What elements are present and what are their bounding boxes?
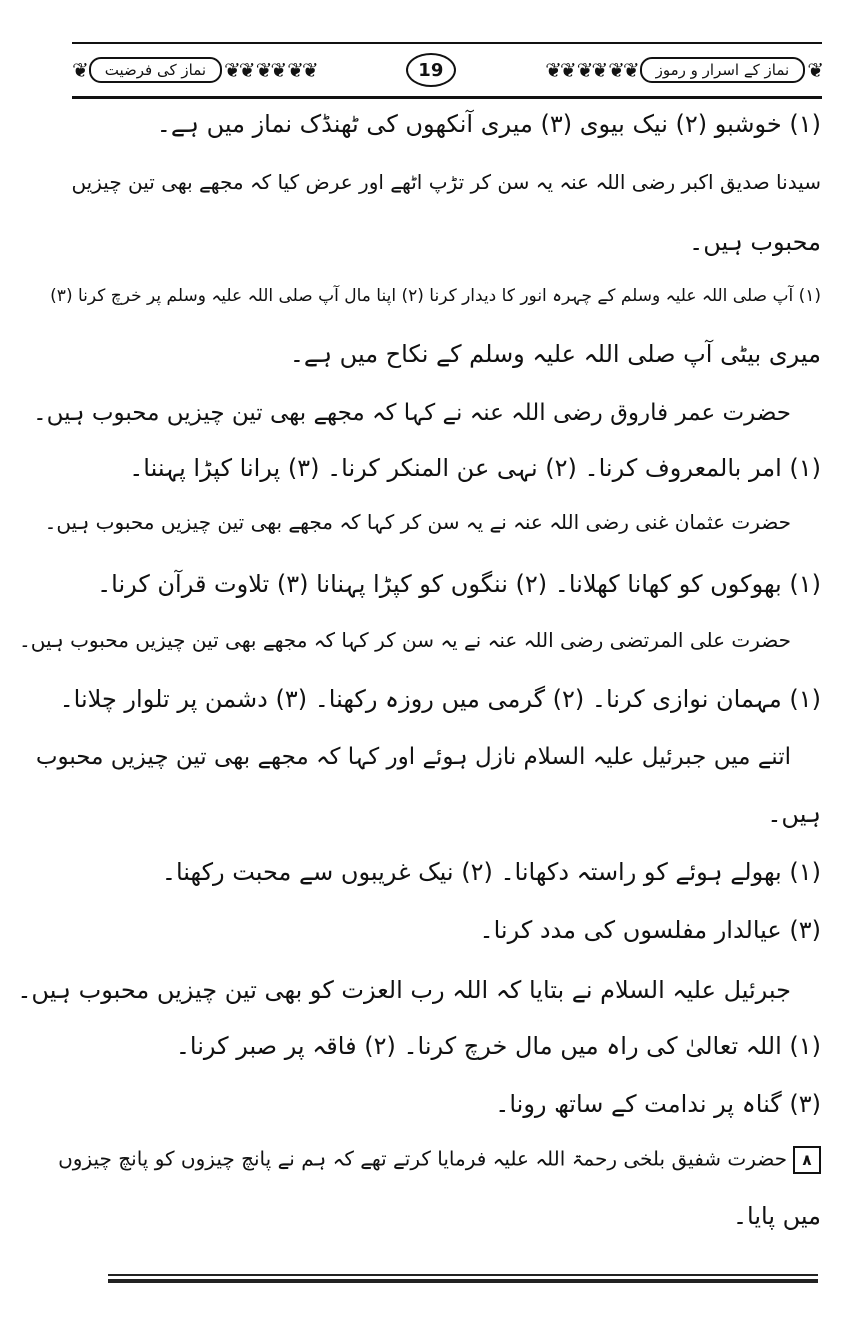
header-band	[72, 48, 822, 92]
text-line	[58, 1146, 821, 1174]
text-line: میں پایا۔	[732, 1202, 821, 1230]
book-title: نماز کے اسرار و رموز	[640, 57, 806, 83]
text-line: حضرت علی المرتضی رضی اللہ عنہ نے یہ سن کر کہا کہ مجھے بھی تین چیزیں محبوب ہیں۔	[19, 628, 791, 652]
text-line: (۱) اللہ تعالیٰ کی راہ میں مال خرچ کرنا۔ (۲) فاقہ پر صبر کرنا۔	[175, 1032, 821, 1060]
item-number-badge: ۸	[793, 1146, 821, 1174]
text-line: (۱) امر بالمعروف کرنا۔ (۲) نہی عن المنکر کرنا۔ (۳) پرانا کپڑا پہننا۔	[129, 454, 821, 482]
text-line-content: حضرت شفیق بلخی رحمۃ اللہ علیہ فرمایا کرتے تھے کہ ہم نے پانچ چیزوں کو پانچ چیزوں	[58, 1146, 787, 1171]
floral-ornament-icon: ❦❦	[224, 58, 254, 82]
header-top-rule	[72, 42, 822, 44]
floral-ornament-icon: ❦	[72, 58, 87, 82]
floral-ornament-icon: ❦❦	[255, 58, 286, 82]
text-line: (۱) آپ صلی اللہ علیہ وسلم کے چہرہ انور کا دیدار کرنا (۲) اپنا مال آپ صلی اللہ علیہ وسلم پر خرچ کرنا (۳)	[50, 286, 821, 306]
floral-ornament-icon: ❦❦	[576, 58, 607, 82]
header-ornament-left	[72, 57, 317, 83]
floral-ornament-icon: ❦❦	[545, 58, 575, 82]
header-ornament-right	[545, 57, 822, 83]
text-line: (۱) مہمان نوازی کرنا۔ (۲) گرمی میں روزہ رکھنا۔ (۳) دشمن پر تلوار چلانا۔	[59, 685, 821, 713]
text-line: جبرئیل علیہ السلام نے بتایا کہ اللہ رب العزت کو بھی تین چیزیں محبوب ہیں۔	[17, 976, 791, 1004]
text-line: (۱) خوشبو (۲) نیک بیوی (۳) میری آنکھوں کی ٹھنڈک نماز میں ہے۔	[156, 110, 821, 138]
text-line: (۳) عیالدار مفلسوں کی مدد کرنا۔	[479, 916, 821, 944]
text-line: محبوب ہیں۔	[689, 228, 821, 256]
chapter-title: نماز کی فرضیت	[89, 57, 222, 83]
text-line: ہیں۔	[767, 800, 821, 828]
footer-rule	[108, 1279, 818, 1283]
text-line: (۱) بھوکوں کو کھانا کھلانا۔ (۲) ننگوں کو کپڑا پہنانا (۳) تلاوت قرآن کرنا۔	[97, 570, 821, 598]
running-header	[72, 42, 822, 102]
text-line: اتنے میں جبرئیل علیہ السلام نازل ہوئے اور کہا کہ مجھے بھی تین چیزیں محبوب	[35, 744, 791, 770]
text-line: سیدنا صدیق اکبر رضی اللہ عنہ یہ سن کر تڑپ اٹھے اور عرض کیا کہ مجھے بھی تین چیزیں	[71, 170, 821, 194]
footer-rule	[108, 1274, 818, 1276]
text-line: (۱) بھولے ہوئے کو راستہ دکھانا۔ (۲) نیک غریبوں سے محبت رکھنا۔	[161, 858, 821, 886]
text-line: حضرت عمر فاروق رضی اللہ عنہ نے کہا کہ مجھے بھی تین چیزیں محبوب ہیں۔	[33, 400, 791, 426]
text-line: حضرت عثمان غنی رضی اللہ عنہ نے یہ سن کر کہا کہ مجھے بھی تین چیزیں محبوب ہیں۔	[44, 510, 791, 534]
text-line: میری بیٹی آپ صلی اللہ علیہ وسلم کے نکاح میں ہے۔	[289, 340, 821, 368]
header-bottom-rule	[72, 96, 822, 99]
page-number: 19	[406, 53, 456, 87]
text-line: (۳) گناہ پر ندامت کے ساتھ رونا۔	[495, 1090, 821, 1118]
floral-ornament-icon: ❦	[807, 58, 822, 82]
floral-ornament-icon: ❦❦	[287, 58, 317, 82]
floral-ornament-icon: ❦❦	[608, 58, 638, 82]
